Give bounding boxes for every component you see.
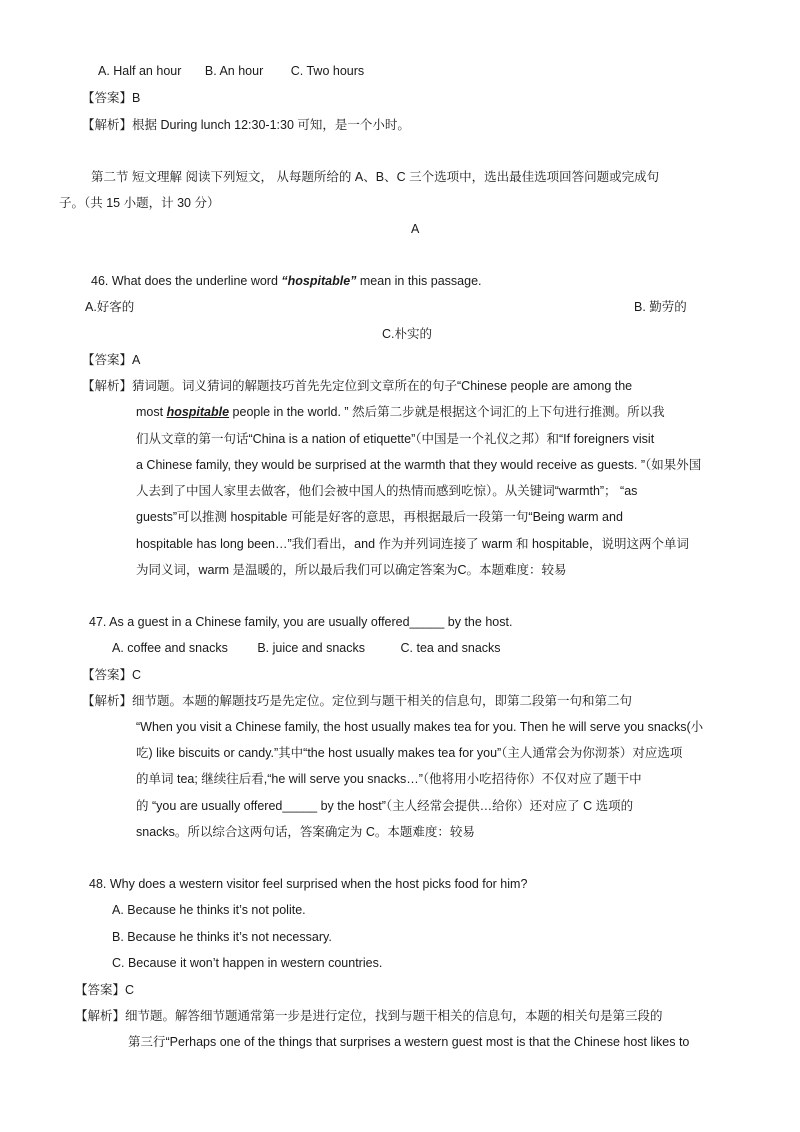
section-instructions-line1: 第二节 短文理解 阅读下列短文， 从每题所给的 A、B、C 三个选项中，选出最佳选项回答问题或完成句	[91, 170, 660, 184]
q46-analysis-fragment: people in the world. ” 然后第二步就是根据这个词汇的上下句进行推测。所以我	[229, 405, 665, 419]
q45-analysis: 【解析】根据 During lunch 12:30-1:30 可知，是一个小时。	[82, 118, 410, 132]
q47-question: 47. As a guest in a Chinese family, you are usually offered_____ by the host.	[89, 615, 513, 629]
q46-analysis-line: 人去到了中国人家里去做客，他们会被中国人的热情而感到吃惊）。从关键词“warmth”； “as	[136, 484, 638, 498]
q46-question-pre: 46. What does the underline word	[91, 274, 282, 288]
q46-analysis-line: 们从文章的第一句话“China is a nation of etiquette”（中国是一个礼仪之邦）和“If foreigners visit	[136, 432, 655, 446]
q47-options	[112, 639, 501, 657]
q45-answer: 【答案】B	[82, 91, 141, 105]
q47-option-b: B. juice and snacks	[257, 641, 366, 655]
q48-option-c: C. Because it won’t happen in western countries.	[112, 956, 383, 970]
q47-analysis-line: 的单词 tea; 继续往后看,“he will serve you snacks…”（他将用小吃招待你）不仅对应了题干中	[136, 772, 642, 786]
q47-option-c: C. tea and snacks	[400, 641, 501, 655]
q46-analysis-line: 为同义词，warm 是温暖的，所以最后我们可以确定答案为C。本题难度：较易	[136, 563, 567, 577]
q48-analysis-line: 【解析】细节题。解答细节题通常第一步是进行定位，找到与题干相关的信息句，本题的相关句是第三段的	[75, 1009, 663, 1023]
q47-option-a: A. coffee and snacks	[112, 641, 228, 655]
q47-answer: 【答案】C	[82, 668, 142, 682]
q47-analysis-line: 【解析】细节题。本题的解题技巧是先定位。定位到与题干相关的信息句，即第二段第一句和第二句	[82, 694, 633, 708]
q46-analysis-line: hospitable has long been…”我们看出，and 作为并列词连接了 warm 和 hospitable，说明这两个单词	[136, 537, 689, 551]
q46-analysis-fragment: most	[136, 405, 167, 419]
q45-option-b: B. An hour	[204, 64, 264, 78]
q46-option-c: C.朴实的	[382, 327, 433, 341]
q46-analysis-line: guests”可以推测 hospitable 可能是好客的意思，再根据最后一段第一句“Being warm and	[136, 510, 623, 524]
q48-analysis-line: 第三行“Perhaps one of the things that surprises a western guest most is that the Chinese host likes to	[128, 1035, 690, 1049]
q46-analysis-line: 【解析】猜词题。词义猜词的解题技巧首先先定位到文章所在的句子“Chinese people are among the	[82, 379, 633, 393]
q47-analysis-line: snacks。所以综合这两句话，答案确定为 C。本题难度：较易	[136, 825, 475, 839]
q46-question-post: mean in this passage.	[356, 274, 482, 288]
q46-question-word: “hospitable”	[281, 274, 357, 288]
q46-option-a: A.好客的	[85, 300, 135, 314]
q47-analysis-line: 吃) like biscuits or candy.”其中“the host usually makes tea for you”（主人通常会为你沏茶）对应选项	[136, 746, 683, 760]
q46-option-b: B. 勤劳的	[634, 300, 687, 314]
hospitable-word: hospitable	[166, 405, 230, 419]
q48-question: 48. Why does a western visitor feel surprised when the host picks food for him?	[89, 877, 528, 891]
q47-analysis-line: “When you visit a Chinese family, the host usually makes tea for you. Then he will serve you snacks(小	[136, 720, 704, 734]
q45-options	[98, 62, 364, 80]
section-instructions-line2: 子。（共 15 小题，计 30 分）	[59, 196, 220, 210]
q46-analysis-line	[136, 403, 665, 421]
q46-analysis-line: a Chinese family, they would be surprised at the warmth that they would receive as guests. ”（如果外国	[136, 458, 702, 472]
passage-label: A	[411, 222, 420, 236]
q46-question	[91, 272, 482, 290]
q48-answer: 【答案】C	[75, 983, 135, 997]
q45-option-c: C. Two hours	[290, 64, 365, 78]
q45-option-a: A. Half an hour	[98, 64, 182, 78]
q48-option-a: A. Because he thinks it’s not polite.	[112, 903, 306, 917]
q46-answer: 【答案】A	[82, 353, 141, 367]
q47-analysis-line: 的 “you are usually offered_____ by the host”（主人经常会提供…给你）还对应了 C 选项的	[136, 799, 634, 813]
q48-option-b: B. Because he thinks it’s not necessary.	[112, 930, 332, 944]
